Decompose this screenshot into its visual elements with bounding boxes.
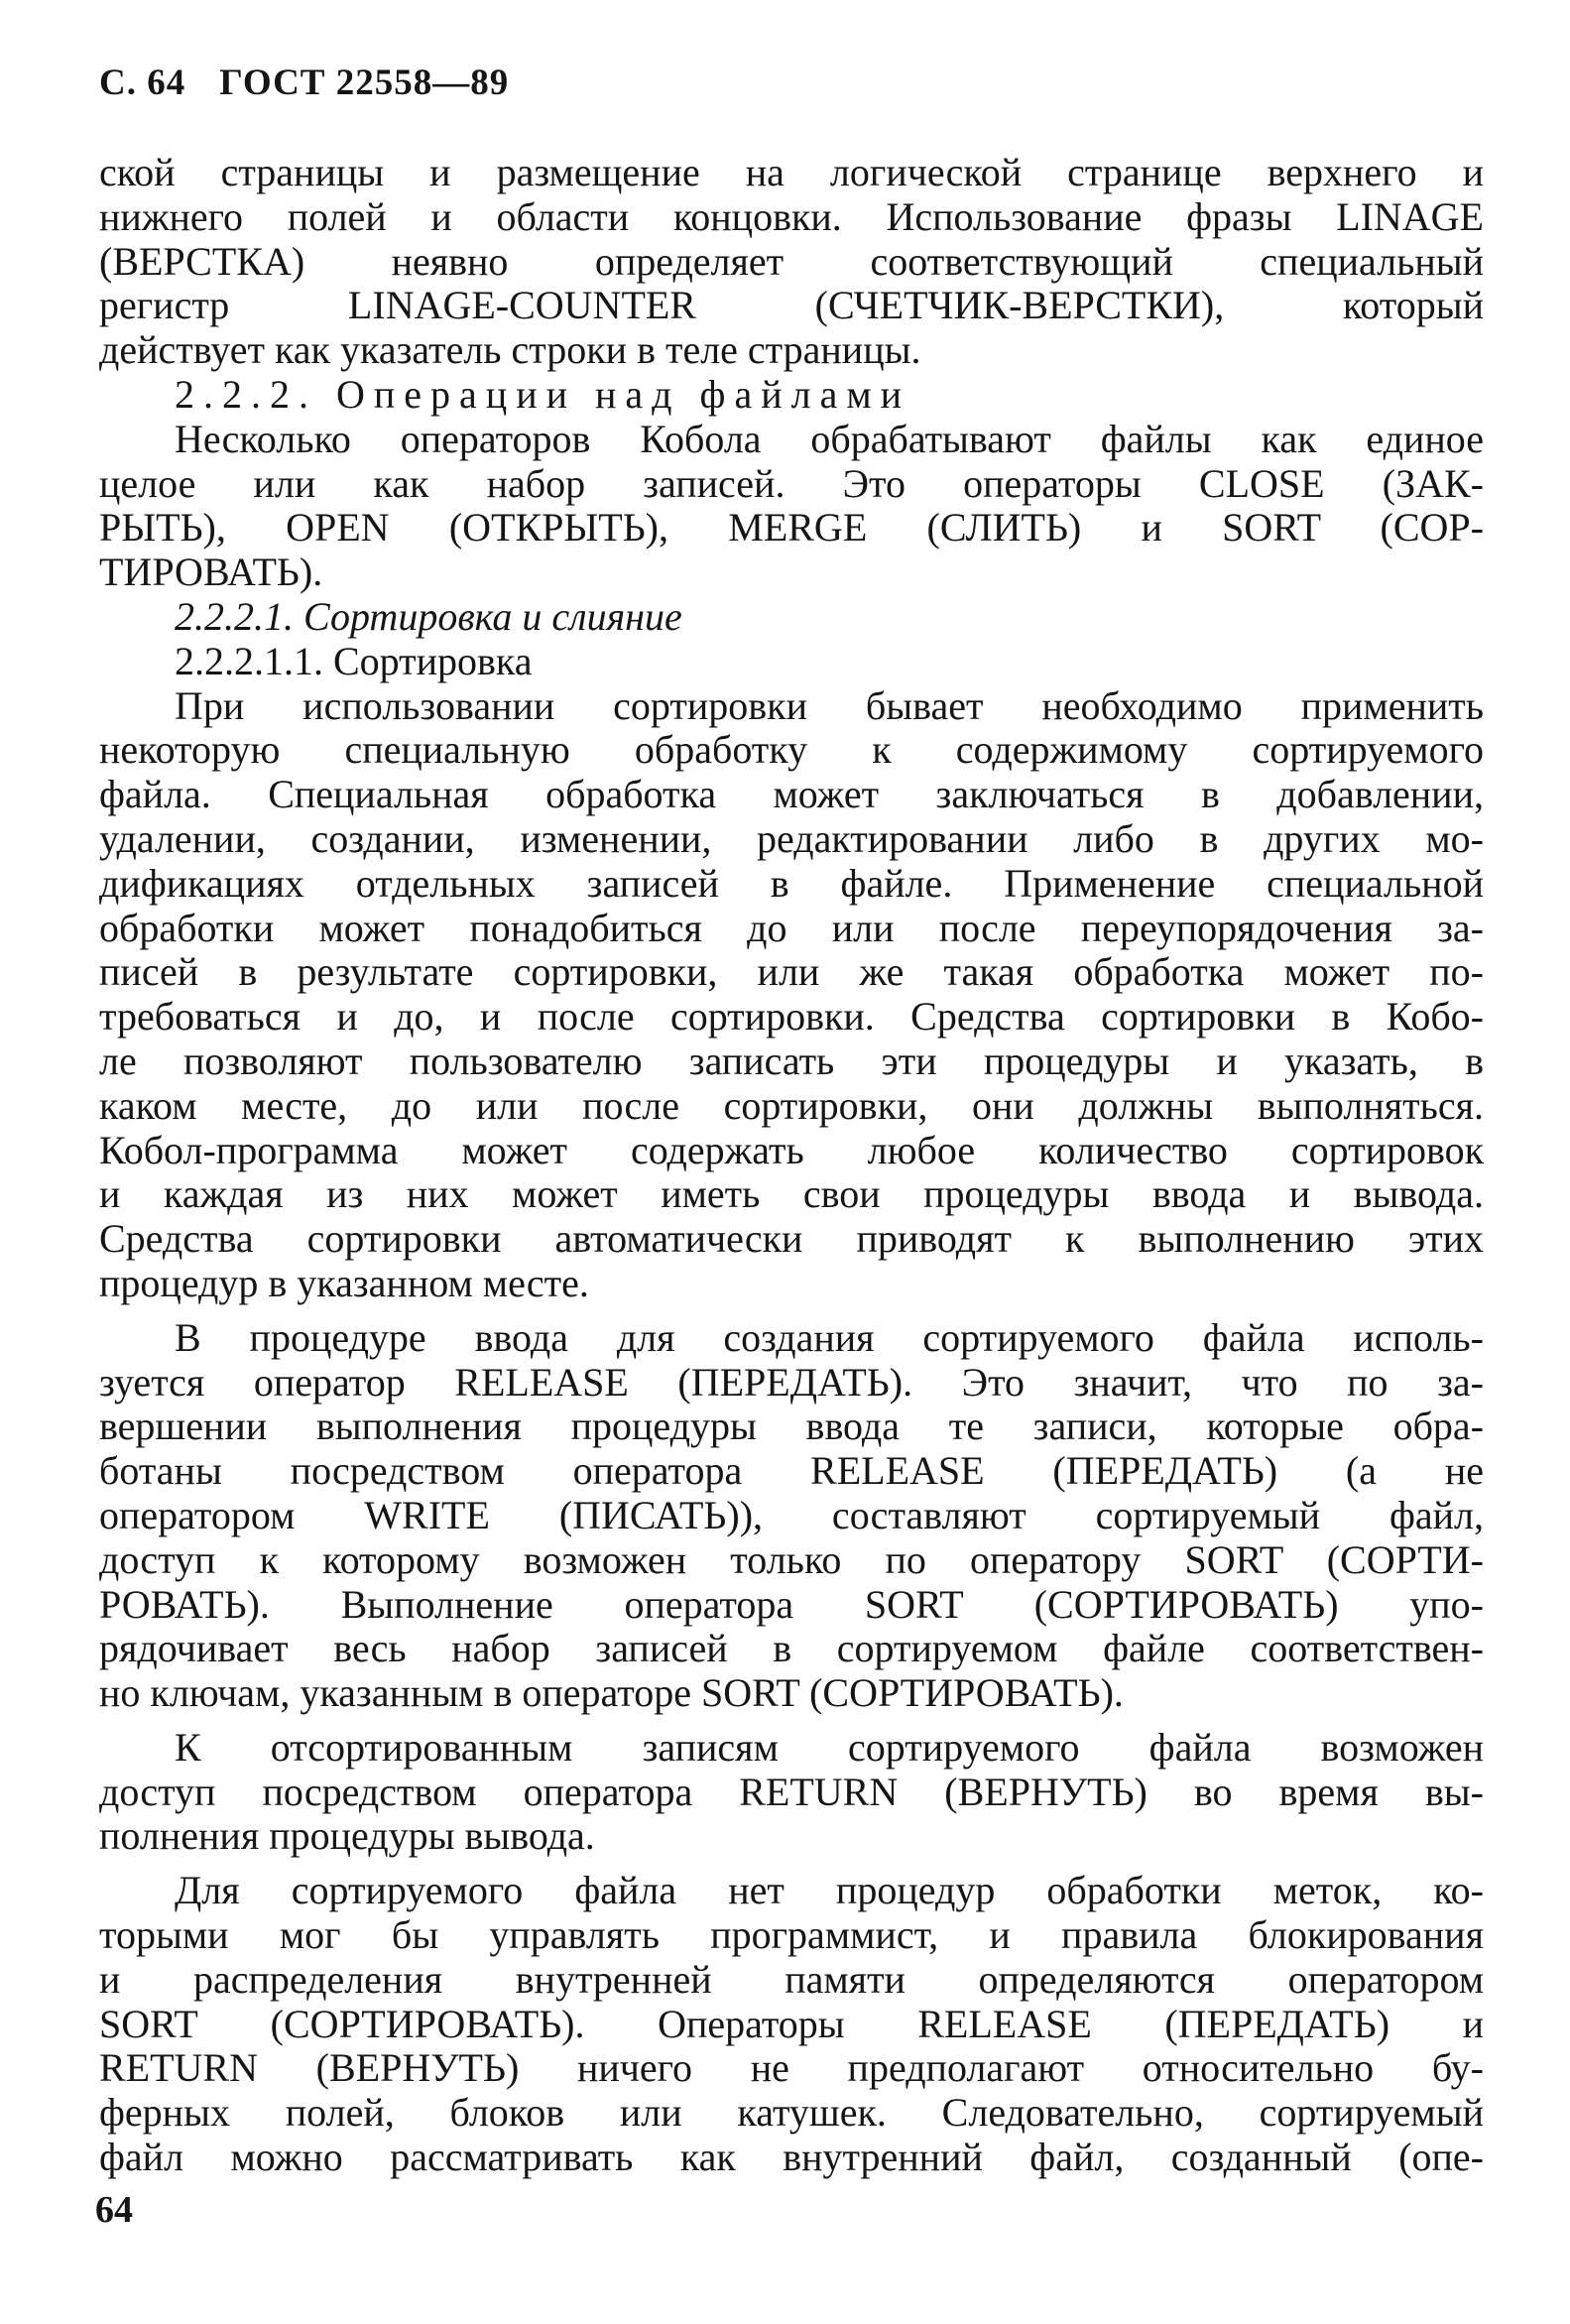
- paragraph-file-operations: [99, 418, 1484, 595]
- text-line: К отсортированным записям сортируемого файла возможен: [175, 1724, 1484, 1770]
- text-line: (ВЕРСТКА) неявно определяет соответствующий специальный: [99, 238, 1484, 284]
- text-line: При использовании сортировки бывает необходимо применить: [175, 682, 1484, 728]
- page-label: С. 64: [99, 62, 186, 103]
- text-line: РЫТЬ), OPEN (ОТКРЫТЬ), MERGE (СЛИТЬ) и SORT (СОР-: [99, 505, 1484, 550]
- text-line: обработки может понадобиться до или после переупорядочения за-: [99, 905, 1484, 950]
- text-line: ботаны посредством оператора RELEASE (ПЕРЕДАТЬ) (а не: [99, 1448, 1484, 1494]
- paragraph-continuation: [99, 151, 1484, 373]
- text-line: файл можно рассматривать как внутренний файл, созданный (опе-: [99, 2135, 1484, 2180]
- text-line: ской страницы и размещение на логической странице верхнего и: [99, 150, 1484, 194]
- paragraph-sort-processing: [99, 684, 1484, 1306]
- text-line: но ключам, указанным в операторе SORT (СОРТИРОВАТЬ).: [99, 1670, 1124, 1716]
- text-line: регистр LINAGE-COUNTER (СЧЕТЧИК-ВЕРСТКИ), который: [99, 283, 1484, 328]
- text-line: вершении выполнения процедуры ввода те записи, которые обра-: [99, 1404, 1484, 1449]
- text-line: каком месте, до или после сортировки, они должны выполняться.: [99, 1082, 1484, 1128]
- text-line: торыми мог бы управлять программист, и правила блокирования: [99, 1912, 1484, 1958]
- text-line: SORT (СОРТИРОВАТЬ). Операторы RELEASE (ПЕРЕДАТЬ) и: [99, 2001, 1484, 2046]
- paragraph-release-operator: [99, 1316, 1484, 1716]
- paragraph-return-operator: [99, 1726, 1484, 1859]
- text-line: В процедуре ввода для создания сортируемого файла исполь-: [175, 1314, 1484, 1360]
- page-number: 64: [95, 2189, 133, 2231]
- text-line: зуется оператор RELEASE (ПЕРЕДАТЬ). Это значит, что по за-: [99, 1359, 1484, 1405]
- text-line: ле позволяют пользователю записать эти процедуры и указать, в: [99, 1038, 1484, 1083]
- paragraph-sort-file-properties: [99, 1869, 1484, 2180]
- text-line: файла. Специальная обработка может заключаться в добавлении,: [99, 772, 1484, 817]
- text-line: RETURN (ВЕРНУТЬ) ничего не предполагают относительно бу-: [99, 2045, 1484, 2091]
- text-line: целое или как набор записей. Это операторы CLOSE (ЗАК-: [99, 460, 1484, 506]
- text-line: доступ посредством оператора RETURN (ВЕРНУТЬ) во время вы-: [99, 1769, 1484, 1814]
- text-line: Несколько операторов Кобола обрабатывают файлы как единое: [175, 416, 1484, 461]
- body-text: [99, 151, 1484, 2180]
- text-line: нижнего полей и области концовки. Использование фразы LINAGE: [99, 193, 1484, 239]
- text-line: Средства сортировки автоматически приводят к выполнению этих: [99, 1216, 1484, 1262]
- text-line: удалении, создании, изменении, редактировании либо в других мо-: [99, 815, 1484, 861]
- text-line: процедур в указанном месте.: [99, 1260, 589, 1305]
- text-line: действует как указатель строки в теле страницы.: [99, 327, 921, 373]
- text-line: доступ к которому возможен только по оператору SORT (СОРТИ-: [99, 1536, 1484, 1582]
- section-heading-2-2-2: 2.2.2. Операции над файлами: [175, 371, 911, 417]
- page-header: [99, 61, 509, 104]
- text-line: Кобол-программа может содержать любое количество сортировок: [99, 1127, 1484, 1172]
- text-line: оператором WRITE (ПИСАТЬ)), составляют сортируемый файл,: [99, 1492, 1484, 1537]
- text-line: требоваться и до, и после сортировки. Средства сортировки в Кобо-: [99, 994, 1484, 1040]
- text-line: писей в результате сортировки, или же такая обработка может по-: [99, 949, 1484, 995]
- text-line: и каждая из них может иметь свои процедуры ввода и вывода.: [99, 1171, 1484, 1217]
- text-line: ферных полей, блоков или катушек. Следовательно, сортируемый: [99, 2090, 1484, 2136]
- text-line: ТИРОВАТЬ).: [99, 550, 323, 595]
- text-line: рядочивает весь набор записей в сортируемом файле соответствен-: [99, 1626, 1484, 1671]
- standard-designation: ГОСТ 22558—89: [219, 62, 510, 103]
- text-line: и распределения внутренней памяти определяются оператором: [99, 1956, 1484, 2002]
- section-heading-2-2-2-1: 2.2.2.1. Сортировка и слияние: [175, 593, 682, 639]
- text-line: Для сортируемого файла нет процедур обработки меток, ко-: [175, 1868, 1484, 1913]
- text-line: некоторую специальную обработку к содержимому сортируемого: [99, 727, 1484, 773]
- text-line: полнения процедуры вывода.: [99, 1813, 595, 1859]
- text-line: дификациях отдельных записей в файле. Применение специальной: [99, 860, 1484, 906]
- section-heading-2-2-2-1-1: 2.2.2.1.1. Сортировка: [175, 638, 533, 683]
- text-line: РОВАТЬ). Выполнение оператора SORT (СОРТИРОВАТЬ) упо-: [99, 1581, 1484, 1627]
